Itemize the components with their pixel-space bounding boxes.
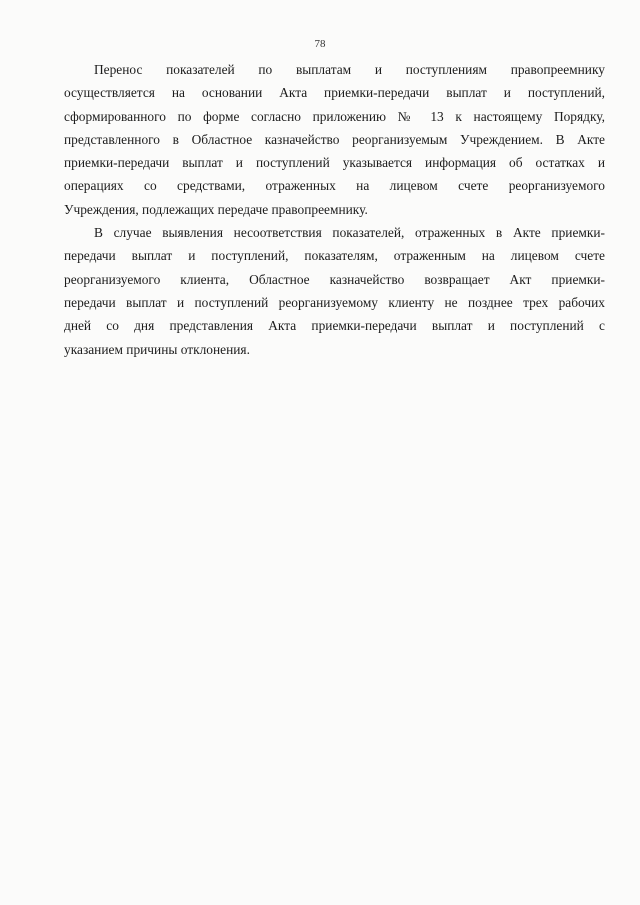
page-number: 78 bbox=[314, 38, 326, 50]
text-line: приемки-передачи выплат и поступлений указывается информация об остатках и bbox=[64, 155, 605, 171]
text-line: дней со дня представления Акта приемки-передачи выплат и поступлений с bbox=[64, 318, 605, 334]
text-line: Учреждения, подлежащих передаче правопреемнику. bbox=[64, 201, 368, 217]
document-body bbox=[64, 58, 605, 361]
text-line: осуществляется на основании Акта приемки-передачи выплат и поступлений, bbox=[64, 85, 605, 101]
text-line: передачи выплат и поступлений реорганизуемому клиенту не позднее трех рабочих bbox=[64, 294, 605, 310]
text-line: передачи выплат и поступлений, показателям, отраженным на лицевом счете bbox=[64, 248, 605, 264]
text-line: операциях со средствами, отраженных на лицевом счете реорганизуемого bbox=[64, 178, 605, 194]
paragraph-discrepancy-return bbox=[64, 221, 605, 361]
text-line: реорганизуемого клиента, Областное казначейство возвращает Акт приемки- bbox=[64, 271, 605, 287]
text-line: представленного в Областное казначейство реорганизуемым Учреждением. В Акте bbox=[64, 131, 605, 147]
paragraph-transfer-of-indicators bbox=[64, 58, 605, 221]
text-line: указанием причины отклонения. bbox=[64, 341, 250, 357]
text-line: сформированного по форме согласно приложению № 13 к настоящему Порядку, bbox=[64, 108, 605, 124]
text-line: Перенос показателей по выплатам и поступлениям правопреемнику bbox=[94, 62, 605, 77]
text-line: В случае выявления несоответствия показателей, отраженных в Акте приемки- bbox=[94, 225, 605, 241]
